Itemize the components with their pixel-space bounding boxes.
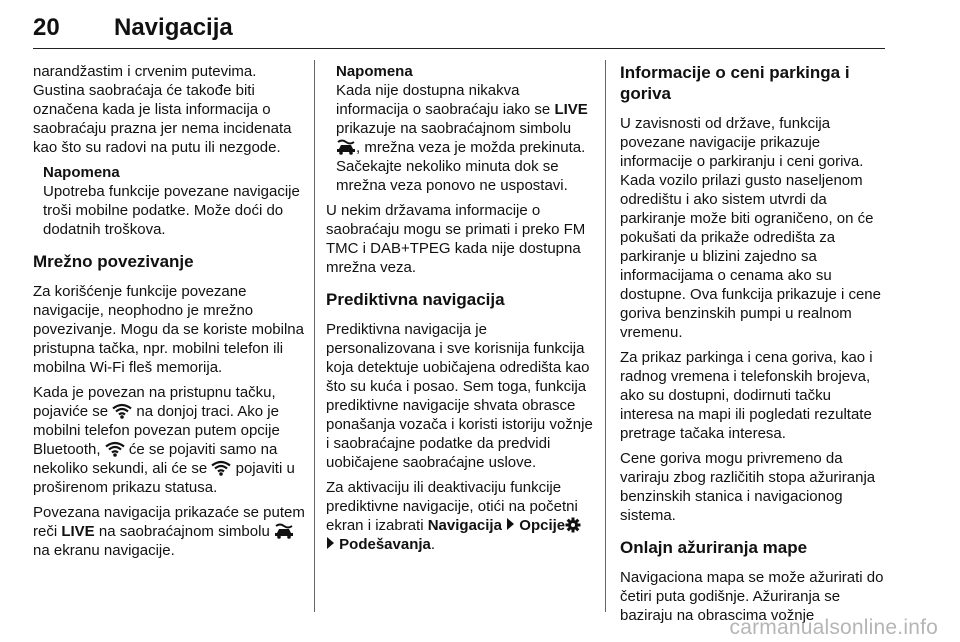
header-rule — [33, 48, 885, 49]
note — [326, 62, 594, 195]
text: prikazuje na saobraćajnom simbolu — [336, 120, 572, 137]
paragraph: Navigaciona mapa se može ažurirati do četiri puta godišnje. Ažuriranja se baziraju na obrascima vožnje — [620, 569, 884, 624]
menu-path-opcije: Opcije — [519, 517, 566, 534]
text: Kada nije dostupna nikakva informacija o saobraćaju iako se — [336, 82, 551, 118]
paragraph — [326, 478, 594, 554]
note-title: Napomena — [43, 164, 120, 181]
text: pojaviti u proširenom prikazu statusa. — [33, 460, 295, 496]
text: Povezana navigacija prikazaće se putem reči — [33, 504, 305, 540]
section-heading: Onlajn ažuriranja mape — [620, 538, 808, 557]
text: , mrežna veza je možda prekinuta. Sačekajte nekoliko minuta dok se mrežna veza ponovo ne uspostavi. — [336, 139, 586, 194]
column-divider — [314, 60, 315, 612]
paragraph: narandžastim i crvenim putevima. Gustina saobraćaja će takođe biti označena kada je lista informacija o saobraćaju prazna jer nema incidenata kao što su radovi na putu ili nezgode. — [33, 63, 292, 156]
section-heading: Mrežno povezivanje — [33, 252, 194, 271]
paragraph — [33, 383, 305, 497]
arrow-right-icon — [506, 517, 515, 533]
section-heading: Prediktivna navigacija — [326, 290, 505, 309]
text: na donjoj traci. Ako je mobilni telefon povezan putem opcije Bluetooth, — [33, 403, 280, 458]
text: Kada je povezan na pristupnu tačku, pojaviće se — [33, 384, 276, 420]
traffic-car-icon — [274, 523, 294, 539]
chapter-title: Navigacija — [114, 14, 233, 41]
wifi-icon — [105, 441, 125, 457]
note-text: Upotreba funkcije povezane navigacije troši mobilne podatke. Može doći do dodatnih troškova. — [43, 183, 300, 238]
note-title: Napomena — [336, 63, 413, 80]
live-label: LIVE — [554, 101, 588, 118]
note-text — [336, 81, 594, 195]
gear-icon — [565, 517, 581, 533]
column-3 — [620, 62, 886, 631]
paragraph: Za prikaz parkinga i cena goriva, kao i radnog vremena i telefonskih brojeva, ako su dostupni, dodirnuti tačku interesa na mapi ili pogledati rezultate pretrage tačaka interesa. — [620, 349, 873, 442]
paragraph: Prediktivna navigacija je personalizovana i sve korisnija funkcija koja detektuje uobičajena odredišta kao što su kuća i posao. Sem toga, funkcija prediktivne navigacije shvata obrasce ponašanja vozača i koristi istoriju vožnje i saobraćajne podatke da predvidi uobičajene saobraćajne uslove. — [326, 321, 593, 471]
column-1 — [33, 62, 305, 566]
live-label: LIVE — [61, 523, 95, 540]
column-divider — [605, 60, 606, 612]
text: . — [430, 536, 436, 553]
text: će se pojaviti samo na nekoliko sekundi, ali će se — [33, 441, 278, 477]
paragraph: Za korišćenje funkcije povezane navigacije, neophodno je mrežno povezivanje. Mogu da se koriste mobilna pristupna tačka, npr. mobilni telefon ili mobilna Wi-Fi fleš memorija. — [33, 283, 304, 376]
paragraph: Cene goriva mogu privremeno da variraju zbog različitih stopa ažuriranja benzinskih stanica i navigacionog sistema. — [620, 450, 876, 524]
note — [33, 163, 305, 239]
page-number: 20 — [33, 14, 60, 41]
wifi-icon — [211, 460, 231, 476]
section-heading: Informacije o ceni parkinga i goriva — [620, 63, 850, 103]
menu-path-podesavanja: Podešavanja — [339, 536, 431, 553]
arrow-right-icon — [326, 536, 335, 552]
wifi-icon — [112, 403, 132, 419]
column-2 — [326, 62, 594, 560]
paragraph — [33, 503, 305, 560]
paragraph: U nekim državama informacije o saobraćaju mogu se primati i preko FM TMC i DAB+TPEG kada nije dostupna mrežna veza. — [326, 202, 586, 276]
text: Za aktivaciju ili deaktivaciju funkcije prediktivne navigacije, otići na početni ekran i izabrati — [326, 479, 578, 534]
paragraph: U zavisnosti od države, funkcija povezane navigacije prikazuje informacije o parkiranju i ceni goriva. Kada vozilo prilazi gusto naseljenom odredištu i ako sistem utvrdi da parkiranje može biti ograničeno, on će pokušati da prikaže odredišta za parkiranje u blizini zajedno sa informacijama o cenama ako su dostupne. Ova funkcija prikazuje i cene goriva benzinskih pumpi u realnom vremenu. — [620, 115, 881, 341]
watermark: carmanualsonline.info — [729, 616, 938, 639]
text: na ekranu navigacije. — [33, 542, 175, 559]
text: na saobraćajnom simbolu — [98, 523, 270, 540]
menu-path-navigacija: Navigacija — [427, 517, 502, 534]
traffic-car-icon — [336, 139, 356, 155]
